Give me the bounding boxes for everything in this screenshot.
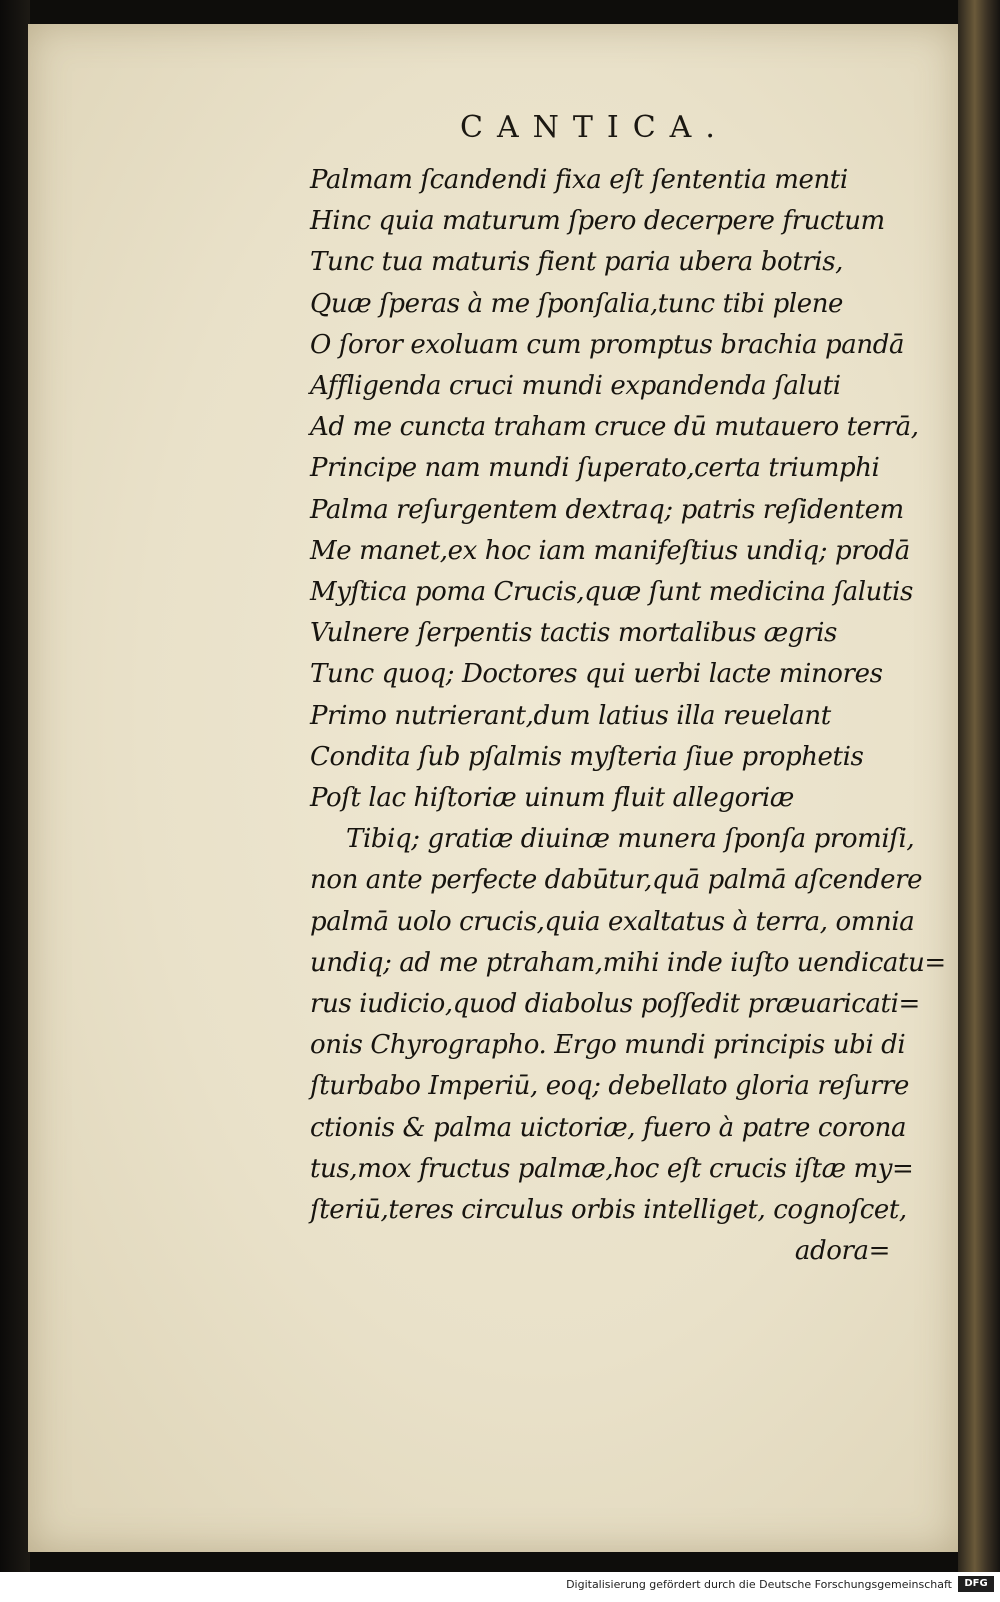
text-line: Vulnere ſerpentis tactis mortalibus ægris [310,618,837,649]
text-line: Primo nutrierant,dum latius illa reuelant [310,700,831,731]
text-line: Palmam ſcandendi fixa eſt ſententia menti [310,165,848,195]
running-head: CANTICA. [460,110,729,145]
text-line: Principe nam mundi ſuperato,certa triumphi [310,453,880,484]
text-line: Me manet,ex hoc iam manifeſtius undiq; prodā [310,535,910,566]
text-line: Quæ ſperas à me ſponſalia,tunc tibi plene [310,288,844,319]
text-block [310,160,946,1272]
dfg-logo: DFG [958,1576,994,1592]
text-line: Condita ſub pſalmis myſteria ſiue prophetis [310,741,864,772]
text-line: O ſoror exoluam cum promptus brachia pandā [310,329,905,360]
text-line: undiq; ad me ptraham,mihi inde iuſto uendicatu= [310,947,946,978]
catchword: adora= [794,1236,890,1267]
text-line: non ante perfecte dabūtur,quā palmā aſcendere [310,865,923,896]
text-line: Tunc tua maturis fient paria ubera botris, [310,247,844,278]
book-edge-left [0,0,30,1572]
text-line: ctionis & palma uictoriæ, fuero à patre corona [310,1112,907,1143]
text-line: Affligenda cruci mundi expandenda ſaluti [310,371,841,402]
text-line: rus iudicio,quod diabolus poſſedit præuaricati= [310,989,920,1020]
text-line: onis Chyrographo. Ergo mundi principis ubi di [310,1030,906,1061]
text-line: Tunc quoq; Doctores qui uerbi lacte minores [310,659,883,690]
text-line: Hinc quia maturum ſpero decerpere fructum [310,206,885,237]
book-edge-right [958,0,1000,1572]
footer-credit: Digitalisierung gefördert durch die Deutsche Forschungsgemeinschaft [566,1578,952,1591]
text-line: Ad me cuncta traham cruce dū mutauero terrā, [310,412,919,443]
text-line: Poſt lac hiſtoriæ uinum fluit allegoriæ [310,783,794,814]
text-line: Myſtica poma Crucis,quæ ſunt medicina ſalutis [310,577,913,608]
text-line: palmā uolo crucis,quia exaltatus à terra, omnia [310,906,915,937]
text-line: ſteriū,teres circulus orbis intelliget, cognoſcet, [310,1195,907,1226]
text-line: Palma reſurgentem dextraq; patris reſidentem [310,494,904,525]
text-line: ſturbabo Imperiū, eoq; debellato gloria reſurre [310,1071,909,1102]
text-line: Tibiq; gratiæ diuinæ munera ſponſa promiſi, [346,824,915,855]
text-line: tus,mox fructus palmæ,hoc eſt crucis iſtæ my= [310,1153,914,1184]
